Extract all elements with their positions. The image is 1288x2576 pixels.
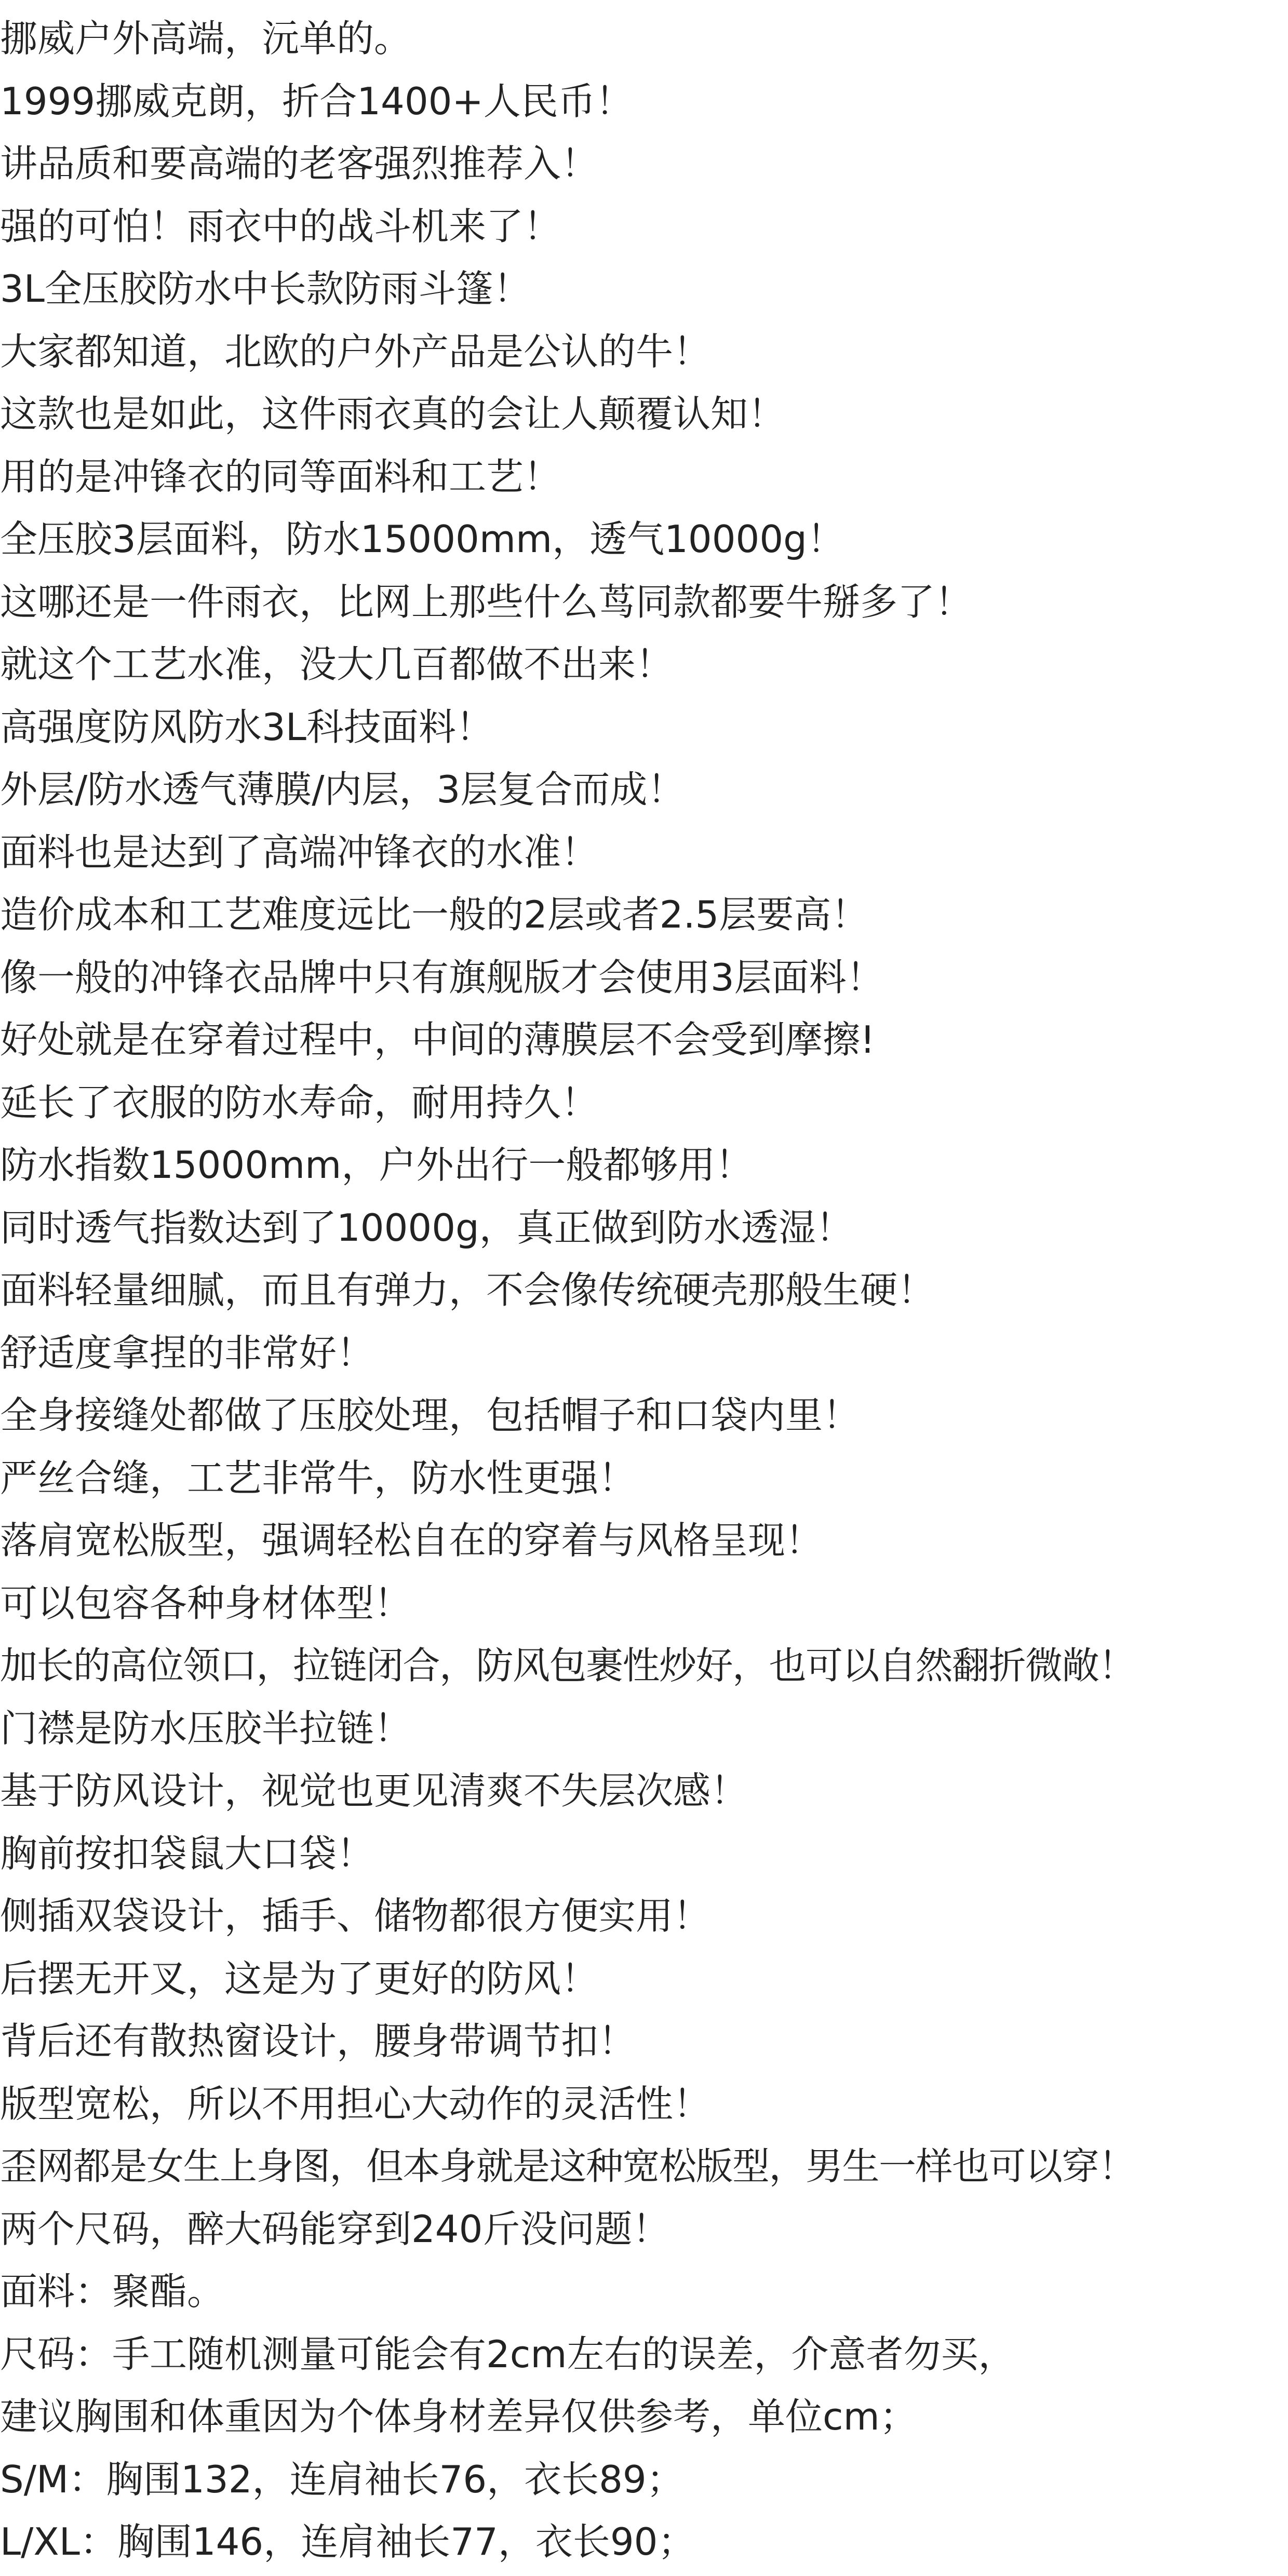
text-line: 就这个工艺水准，没大几百都做不出来！	[0, 642, 674, 686]
text-line: 加长的高位领口，拉链闭合，防风包裹性炒好，也可以自然翻折微敞！	[0, 1644, 1135, 1687]
text-line: 两个尺码，醉大码能穿到240斤没问题！	[0, 2207, 670, 2251]
text-line: 建议胸围和体重因为个体身材差异仅供参考，单位cm；	[0, 2395, 917, 2438]
text-line: 同时透气指数达到了10000g，真正做到防水透湿！	[0, 1205, 853, 1250]
text-line: 像一般的冲锋衣品牌中只有旗舰版才会使用3层面料！	[0, 955, 884, 999]
text-line: 全身接缝处都做了压胶处理，包括帽子和口袋内里！	[0, 1393, 861, 1437]
text-line: 外层/防水透气薄膜/内层，3层复合而成！	[0, 768, 685, 811]
text-line: 强的可怕！雨衣中的战斗机来了！	[0, 204, 561, 248]
text-line: 面料：聚酯。	[0, 2270, 225, 2313]
text-line: 侧插双袋设计，插手、储物都很方便实用！	[0, 1894, 711, 1938]
text-line: 3L全压胶防水中长款防雨斗篷！	[0, 267, 531, 311]
text-line: 严丝合缝，工艺非常牛，防水性更强！	[0, 1456, 636, 1500]
text-line: 这哪还是一件雨衣，比网上那些什么茑同款都要牛掰多了！	[0, 580, 973, 624]
text-line: 门襟是防水压胶半拉链！	[0, 1706, 412, 1750]
text-line: 好处就是在穿着过程中，中间的薄膜层不会受到摩擦!	[0, 1018, 875, 1062]
text-line: 用的是冲锋衣的同等面料和工艺！	[0, 454, 561, 499]
text-line: 尺码：手工随机测量可能会有2cm左右的误差，介意者勿买，	[0, 2332, 1016, 2376]
text-line: 全压胶3层面料，防水15000mm，透气10000g！	[0, 517, 844, 561]
text-line: 歪网都是女生上身图，但本身就是这种宽松版型，男生一样也可以穿！	[0, 2144, 1135, 2188]
text-line: 背后还有散热窗设计，腰身带调节扣！	[0, 2019, 636, 2063]
text-line: 1999挪威克朗，折合1400+人民币！	[0, 79, 633, 123]
text-lines	[0, 7, 1288, 2573]
text-line: 落肩宽松版型，强调轻松自在的穿着与风格呈现！	[0, 1519, 823, 1562]
text-line: L/XL：胸围146，连肩袖长77，衣长90；	[0, 2520, 695, 2564]
text-line: 大家都知道，北欧的户外产品是公认的牛！	[0, 329, 711, 373]
text-line: S/M：胸围132，连肩袖长76，衣长89；	[0, 2457, 684, 2501]
text-line: 造价成本和工艺难度远比一般的2层或者2.5层要高！	[0, 893, 869, 936]
text-line: 可以包容各种身材体型！	[0, 1581, 412, 1625]
text-line: 基于防风设计，视觉也更见清爽不失层次感！	[0, 1769, 748, 1813]
text-line: 挪威户外高端，沅单的。	[0, 17, 412, 60]
text-line: 胸前按扣袋鼠大口袋！	[0, 1831, 374, 1875]
text-line: 延长了衣服的防水寿命，耐用持久！	[0, 1080, 599, 1124]
text-line: 讲品质和要高端的老客强烈推荐入！	[0, 142, 599, 185]
text-line: 舒适度拿捏的非常好！	[0, 1331, 374, 1375]
text-line: 后摆无开叉，这是为了更好的防风！	[0, 1956, 599, 2001]
text-line: 面料也是达到了高端冲锋衣的水准！	[0, 830, 599, 874]
text-line: 这款也是如此，这件雨衣真的会让人颠覆认知！	[0, 392, 786, 436]
text-line: 版型宽松，所以不用担心大动作的灵活性！	[0, 2082, 711, 2126]
text-line: 高强度防风防水3L科技面料！	[0, 705, 493, 749]
text-line: 防水指数15000mm，户外出行一般都够用！	[0, 1143, 753, 1187]
text-line: 面料轻量细腻，而且有弹力，不会像传统硬壳那般生硬！	[0, 1268, 935, 1312]
